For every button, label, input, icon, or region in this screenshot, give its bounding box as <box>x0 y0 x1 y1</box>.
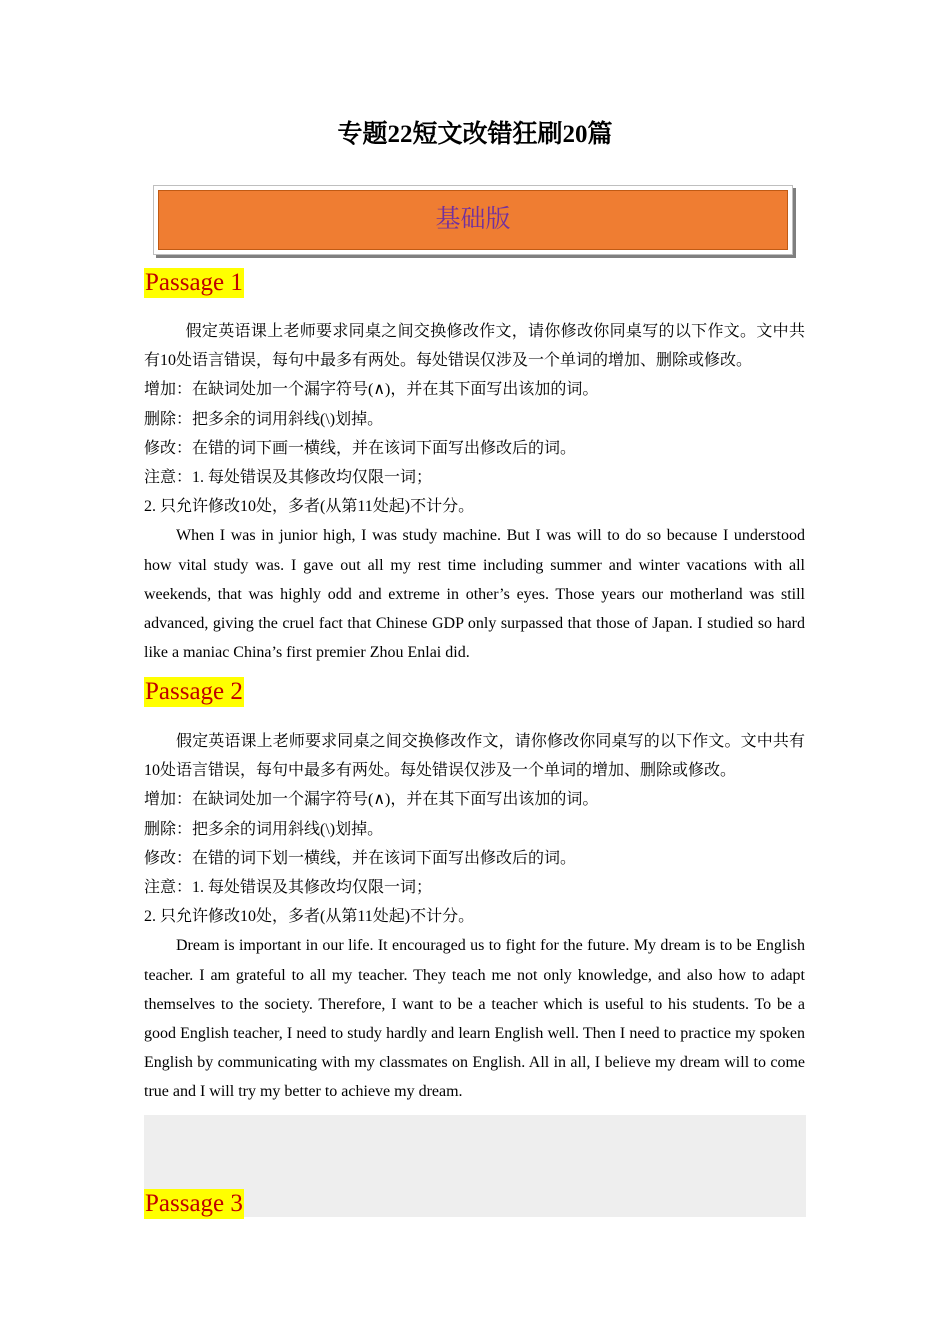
passage-1-heading: Passage 1 <box>145 269 243 296</box>
passage-2-instructions <box>144 727 805 1107</box>
section-banner <box>153 185 793 255</box>
banner-fill <box>158 190 788 250</box>
passage-3-heading: Passage 3 <box>145 1190 243 1217</box>
passage-1-instructions <box>144 317 805 667</box>
instruction-intro: 假定英语课上老师要求同桌之间交换修改作文，请你修改你同桌写的以下作文。文中共有10处语言错误，每句中最多有两处。每处错误仅涉及一个单词的增加、删除或修改。 <box>144 733 805 780</box>
instruction-delete: 删除：把多余的词用斜线(\)划掉。 <box>144 820 384 838</box>
instruction-note: 注意：1. 每处错误及其修改均仅限一词； <box>144 469 433 487</box>
passage-2-body: Dream is important in our life. It encouraged us to fight for the future. My dream is to be English teacher. I am grateful to all my teacher. They teach me not only knowledge, and also how to adapt themselves to the society. Therefore, I want to be a teacher which is useful to his students. To be a good English teacher, I need to study hardly and learn English well. Then I need to practice my spoken English by communicating with my classmates on English. All in all, I believe my dream will to come true and I will try my better to achieve my dream. <box>144 937 805 1101</box>
instruction-modify: 修改：在错的词下画一横线，并在该词下面写出修改后的词。 <box>144 439 577 457</box>
instruction-delete: 删除：把多余的词用斜线(\)划掉。 <box>144 410 384 428</box>
instruction-intro: 假定英语课上老师要求同桌之间交换修改作文，请你修改你同桌写的以下作文。文中共有10处语言错误，每句中最多有两处。每处错误仅涉及一个单词的增加、删除或修改。 <box>144 323 805 370</box>
page-title: 专题22短文改错狂刷20篇 <box>337 121 613 148</box>
instruction-add: 增加：在缺词处加一个漏字符号(∧)，并在其下面写出该加的词。 <box>144 381 599 399</box>
instruction-modify: 修改：在错的词下划一横线，并在该词下面写出修改后的词。 <box>144 849 577 867</box>
instruction-limit: 2. 只允许修改10处，多者(从第11处起)不计分。 <box>144 498 475 516</box>
banner-label: 基础版 <box>435 206 511 233</box>
instruction-note: 注意：1. 每处错误及其修改均仅限一词； <box>144 879 433 897</box>
passage-2-heading: Passage 2 <box>145 678 243 705</box>
passage-1-body: When I was in junior high, I was study machine. But I was will to do so because I understood how vital study was. I gave out all my rest time including summer and winter vacations with all weekends, that was highly odd and extreme in other’s eyes. Those years our motherland was still advanced, giving the cruel fact that Chinese GDP only surpassed that those of Japan. I studied so hard like a maniac China’s first premier Zhou Enlai did. <box>144 527 805 662</box>
instruction-limit: 2. 只允许修改10处，多者(从第11处起)不计分。 <box>144 908 475 926</box>
instruction-add: 增加：在缺词处加一个漏字符号(∧)，并在其下面写出该加的词。 <box>144 791 599 809</box>
